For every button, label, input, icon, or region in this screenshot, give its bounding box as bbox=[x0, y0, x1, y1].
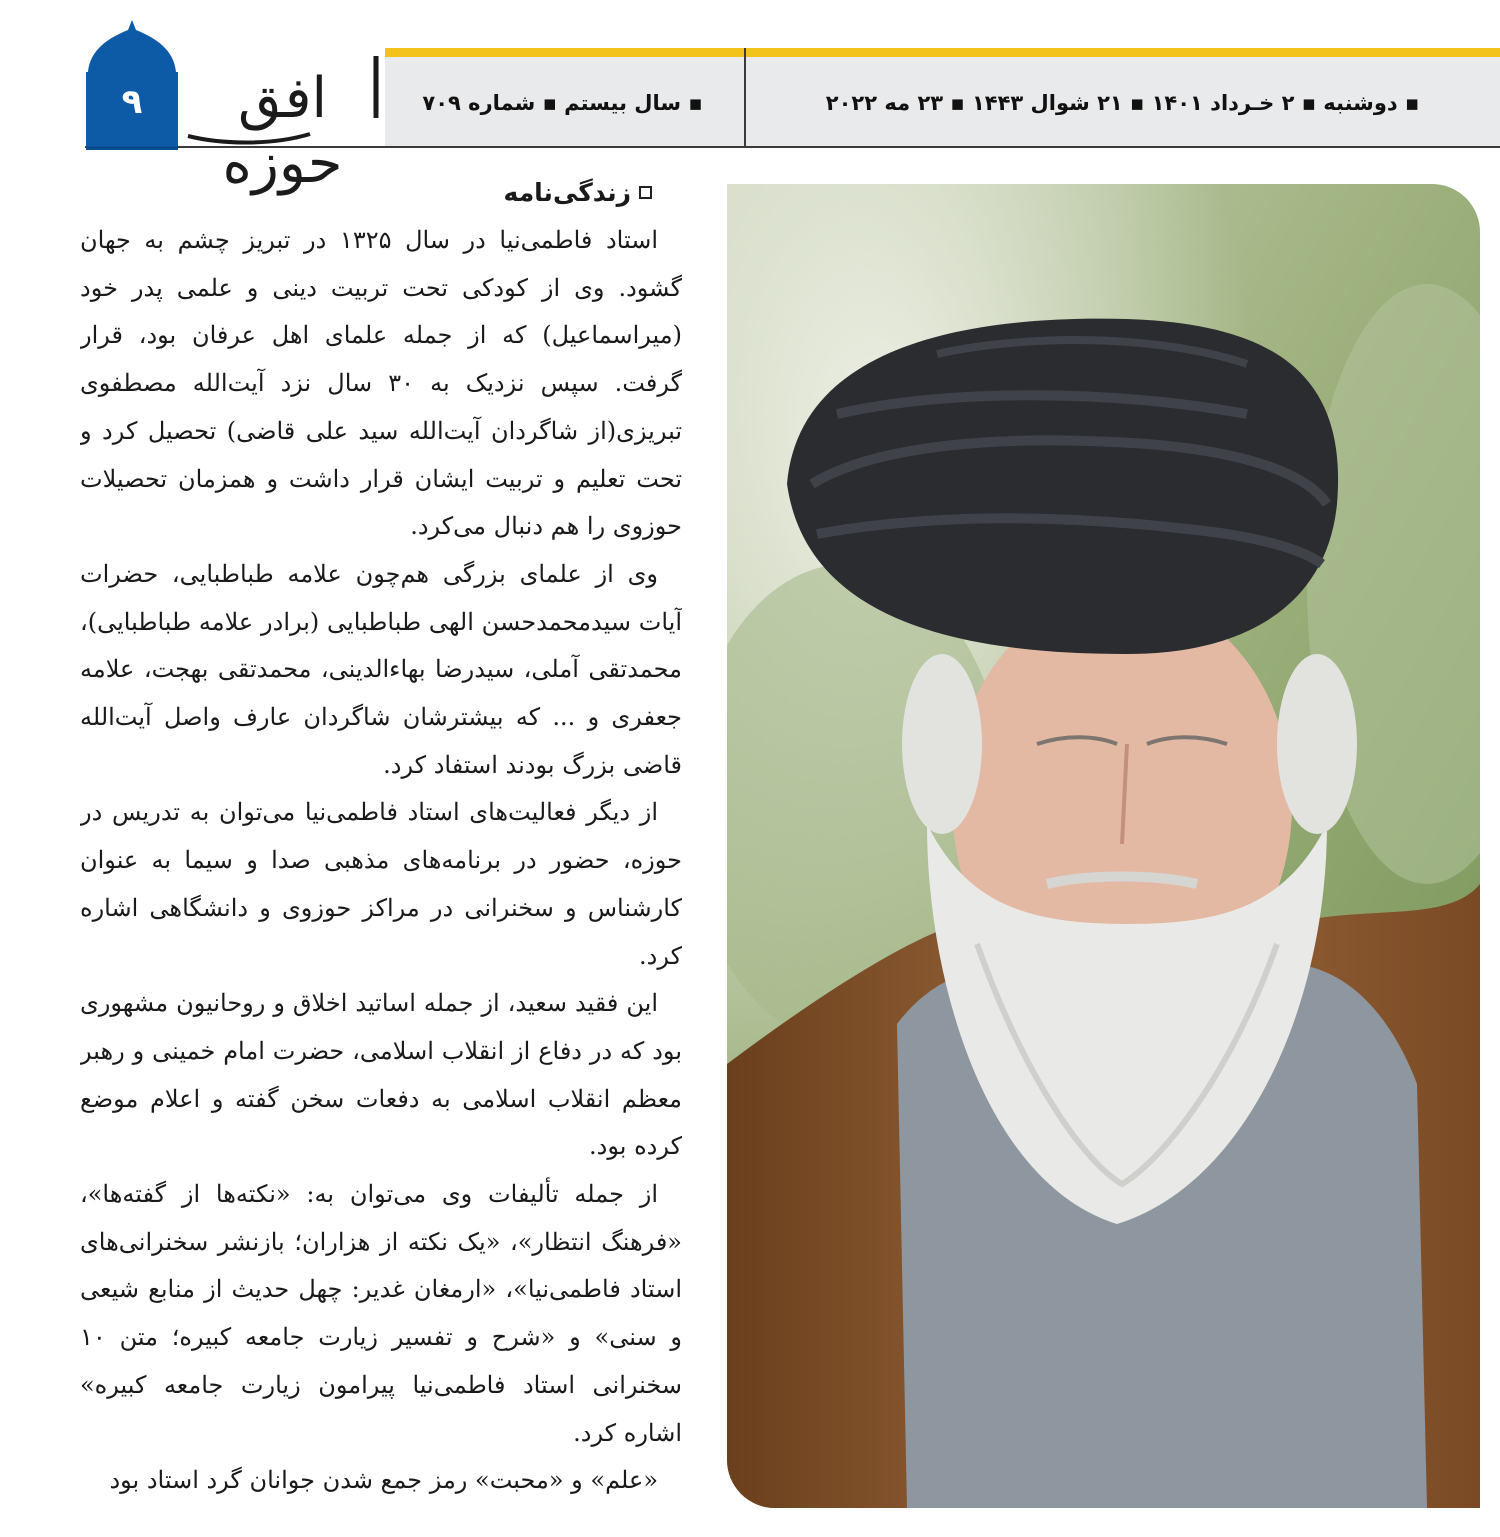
section-heading bbox=[80, 178, 652, 207]
heading-bullet-icon bbox=[639, 186, 652, 199]
cleric-portrait-image bbox=[727, 184, 1480, 1508]
article-paragraph: از جمله تألیفات وی می‌توان به: «نکته‌ها از گفته‌ها»، «فرهنگ انتظار»، «یک نکته از هزاران؛ بازنشر سخنرانی‌های استاد فاطمی‌نیا»، «ارمغان غدیر: چهل حدیث از منابع شیعی و سنی» و «شرح و تفسیر زیارت جامعه کبیره؛ متن ۱۰ سخنرانی استاد فاطمی‌نیا پیرامون زیارت جامعه کبیره» اشاره کرد. bbox=[80, 1180, 682, 1447]
header-divider bbox=[744, 48, 746, 148]
article-paragraph: این فقید سعید، از جمله اساتید اخلاق و روحانیون مشهوری بود که در دفاع از انقلاب اسلامی، حضرت امام خمینی و رهبر معظم انقلاب اسلامی به دفعات سخن گفته و اعلام موضع کرده بود. bbox=[80, 989, 682, 1161]
article-paragraph: «علم» و «محبت» رمز جمع شدن جوانان گرد استاد بود bbox=[109, 1466, 658, 1495]
logo-text: افق حوزه bbox=[222, 66, 343, 196]
issue-info: ▪ سال بیستم ▪ شماره ۷۰۹ bbox=[422, 91, 703, 115]
article-paragraph: وی از علمای بزرگی هم‌چون علامه طباطبایی، حضرات آیات سیدمحمدحسن الهی طباطبایی (برادر علامه طباطبایی)، محمدتقی آملی، سیدرضا بهاءالدینی، محمدتقی بهجت، علامه جعفری و ... که بیشترشان شاگردان عارف واصل آیت‌الله قاضی بزرگ بودند استفاد کرد. bbox=[80, 559, 682, 779]
article-column bbox=[80, 178, 682, 1537]
page-number-badge bbox=[86, 20, 178, 150]
date-info: ▪ دوشنبه ▪ ۲ خـرداد ۱۴۰۱ ▪ ۲۱ شوال ۱۴۴۳ ▪ ۲۳ مه ۲۰۲۲ bbox=[825, 91, 1420, 115]
page-number: ۹ bbox=[121, 82, 143, 122]
publication-logo bbox=[180, 48, 385, 196]
header-bar bbox=[385, 48, 1500, 148]
article-paragraph: استاد فاطمی‌نیا در سال ۱۳۲۵ در تبریز چشم به جهان گشود. وی از کودکی تحت تربیت دینی و علمی پدر خود (میراسماعیل) که از جمله علمای اهل عرفان بود، قرار گرفت. سپس نزدیک به ۳۰ سال نزد آیت‌الله مصطفوی تبریزی(از شاگردان آیت‌الله سید علی قاضی) تحصیل کرد و تحت تعلیم و تربیت ایشان قرار داشت و همزمان تحصیلات حوزوی را هم دنبال می‌کرد. bbox=[80, 226, 682, 541]
portrait-photo bbox=[727, 184, 1480, 1508]
article-paragraph: از دیگر فعالیت‌های استاد فاطمی‌نیا می‌توان به تدریس در حوزه، حضور در برنامه‌های مذهبی صدا و سیما به عنوان کارشناس و سخنرانی در مراکز حوزوی و دانشگاهی اشاره کرد. bbox=[80, 798, 682, 970]
section-heading-text: زندگی‌نامه bbox=[503, 178, 631, 207]
header-accent-stripe bbox=[385, 48, 1500, 57]
